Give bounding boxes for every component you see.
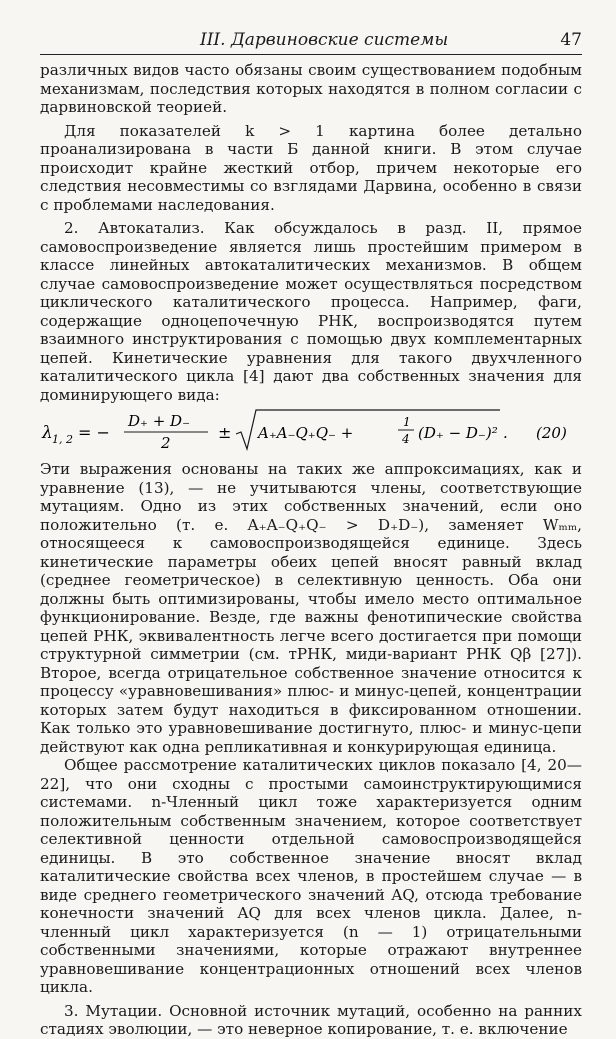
running-head: III. Дарвиновские системы bbox=[200, 30, 449, 50]
eq-denominator: 2 bbox=[161, 434, 171, 452]
eq-numerator: D₊ + D₋ bbox=[128, 412, 190, 430]
body-text bbox=[40, 61, 582, 1039]
paragraph-5: Общее рассмотрение каталитических циклов показало [4, 20—22], что они сходны с простыми самоинструктирующимися системами. n-Членный цикл тоже характеризуется одним положительным собственным значением, которое соответствует селективной ценности отдельной самовоспроизводящейся единицы. В это собственное значение вносят вклад каталитические свойства всех членов, в простейшем случае — в виде среднего геометрического значений AQ, отсюда требование конечности значений AQ для всех членов цикла. Далее, n-членный цикл характеризуется (n — 1) отрицательными собственными значениями, которые отражают внутреннее уравновешивание концентрационных отношений всех членов цикла. bbox=[40, 756, 582, 996]
eq-lhs-sub: 1, 2 bbox=[52, 433, 73, 446]
eq-radicand-a: A₊A₋Q₊Q₋ + bbox=[258, 424, 354, 442]
paragraph-2: Для показателей k > 1 картина более детально проанализирована в части Б данной книги. В этом случае происходит крайне жесткий отбор, причем некоторые его следствия несовместимы со взглядами Дарвина, особенно в связи с проблемами наследования. bbox=[40, 121, 582, 214]
paragraph-3: 2. Автокатализ. Как обсуждалось в разд. II, прямое самовоспроизведение является лишь простейшим примером в классе линейных автокаталитических механизмов. В общем случае самовоспроизведение может осуществляться посредством циклического каталитического процесса. Например, фаги, содержащие одноцепочечную РНК, воспроизводятся путем взаимного инструктирования с помощью двух комплементарных цепей. Кинетические уравнения для такого двухчленного каталитического цикла [4] дают два собственных значения для доминирующего вида: bbox=[40, 219, 582, 404]
eq-pm: ± bbox=[218, 423, 232, 442]
equation-20 bbox=[40, 408, 582, 454]
eq-radicand-b: (D₊ − D₋)² bbox=[418, 424, 498, 442]
eq-frac-den: 4 bbox=[402, 432, 410, 446]
eq-lhs: λ bbox=[42, 423, 53, 443]
eq-period: . bbox=[503, 424, 508, 442]
eq-number: (20) bbox=[536, 424, 567, 442]
equation-graphic bbox=[40, 408, 582, 454]
page-header bbox=[40, 28, 582, 55]
book-page bbox=[40, 28, 582, 1039]
paragraph-4: Эти выражения основаны на таких же аппроксимациях, как и уравнение (13), — не учитываются члены, соответствующие мутациям. Одно из этих собственных значений, если оно положительно (т. е. A₊A₋Q₊Q₋ > D₊D₋), заменяет Wₘₘ, относящееся к самовоспроизводящейся единице. Здесь кинетические параметры обеих цепей вносят равный вклад (среднее геометрическое) в селективную ценность. Оба они должны быть оптимизированы, чтобы имело место оптимальное функционирование. Везде, где важны фенотипические свойства цепей РНК, эквивалентность легче всего достигается при помощи структурной симметрии (см. тРНК, миди-вариант РНК Qβ [27]). Второе, всегда отрицательное собственное значение относится к процессу «уравновешивания» плюс- и минус-цепей, концентрации которых затем будут находиться в фиксированном отношении. Как только это уравновешивание достигнуто, плюс- и минус-цепи действуют как одна репликативная и конкурирующая единица. bbox=[40, 460, 582, 756]
eq-equals: = − bbox=[78, 423, 110, 442]
paragraph-1: различных видов часто обязаны своим существованием подобным механизмам, последствия которых находятся в полном согласии с дарвиновской теорией. bbox=[40, 61, 582, 116]
eq-frac-num: 1 bbox=[403, 415, 411, 429]
paragraph-6: 3. Мутации. Основной источник мутаций, особенно на ранних стадиях эволюции, — это неверное копирование, т. е. включение bbox=[40, 1001, 582, 1038]
page-number: 47 bbox=[560, 30, 582, 50]
